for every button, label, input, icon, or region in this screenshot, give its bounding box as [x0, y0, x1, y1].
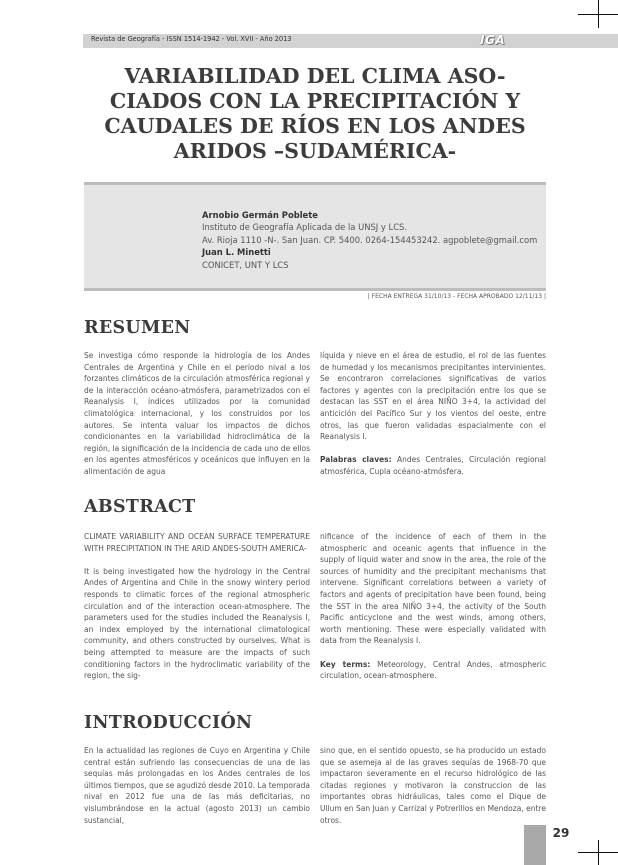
abstract-title-translation: CLIMATE VARIABILITY AND OCEAN SURFACE TEMPERATURE WITH PRECIPITATION IN THE ARID ANDES-SOUTH AMERICA- [84, 532, 310, 553]
author-affiliation: CONICET, UNT Y LCS [202, 259, 289, 270]
resumen-column-left [84, 350, 310, 478]
keywords-label: Key terms: [320, 659, 371, 669]
crop-mark [578, 852, 618, 853]
page-number-tab [524, 825, 546, 865]
resumen-keywords [320, 454, 546, 477]
abstract-paragraph: It is being investigated how the hydrology in the Central Andes of Argentina and Chile in the snowy wintery period responds to climatic forces of the regional atmospheric circulation and of the interaction ocean-atmosphere. The parameters used for the studies included the Reanalysis I, an index employed by the international climatological community, and others constructed by ourselves. What is being attempted to measure are the impacts of such conditioning factors in the hydroclimatic variability of the region, the sig- [84, 566, 310, 681]
running-head: Revista de Geografía - ISSN 1514-1942 - Vol. XVII - Año 2013 [91, 35, 292, 43]
keywords-text: Meteorology, Central Andes, atmospheric circulation, ocean-atmosphere. [320, 659, 546, 681]
introduccion-paragraph: sino que, en el sentido opuesto, se ha producido un estado que se asemeja al de las graves sequías de 1968-70 que impactaron severamente en el recurso hidrológico de las citadas regiones y motivaron la construccion de las importantes obras hidráulicas, tales como el Dique de Ullum en San Juan y Carrizal y Potrerillos en Mendoza, entre otros. [320, 746, 546, 825]
keywords-label: Palabras claves: [320, 455, 392, 465]
resumen-paragraph: líquida y nieve en el área de estudio, el rol de las fuentes de humedad y los mecanismos precipitantes intervinientes. Se encontraron correlaciones significativas de varios factores y agentes con la precipitación entre los que se destacan las SST en el área NIÑO 3+4, la actividad del anticiclón del Pacífico Sur y los vientos del oeste, entre otros, las que fueron validadas espacialmente con el Reanalysis I. [320, 351, 546, 442]
keywords-text: Andes Centrales, Circulación regional atmosférica, Cupla océano-atmósfera. [320, 455, 546, 476]
resumen-paragraph: Se investiga cómo responde la hidrología de los Andes Centrales de Argentina y Chile en el periodo nival a los forzantes climáticos de la circulación atmosférica regional y de la interacción océano-atmósfera, parametrizados con el Reanalysis I, índices utilizados por la comunidad climatológica internacional, y los construidos por los autores. Se intenta valuar los impactos de dichos condicionantes en la variabilidad hidroclimática de la región, la significación de la incidencia de cada uno de ellos en los agentes atmosféricos y oceánicos que influyen en la alimentación de agua [84, 351, 310, 476]
author-affiliation: Instituto de Geografía Aplicada de la UNSJ y LCS. [202, 222, 408, 233]
abstract-column-right [320, 531, 546, 682]
author-address: Av. Rioja 1110 -N-. San Juan. CP. 5400. 0264-154453242. agpoblete@gmail.com [202, 234, 538, 245]
author-name: Arnobio Germán Poblete [202, 210, 318, 220]
introduccion-column-left [84, 745, 310, 826]
abstract-column-left [84, 531, 310, 682]
introduccion-heading: INTRODUCCIÓN [84, 713, 253, 733]
author-name: Juan L. Minetti [202, 247, 271, 258]
abstract-heading: ABSTRACT [84, 497, 196, 517]
article-title [84, 64, 546, 164]
crop-mark [578, 14, 618, 15]
introduccion-paragraph: En la actualidad las regiones de Cuyo en Argentina y Chile central están sufriendo las consecuencias de una de las sequías más prolongadas en los Andes centrales de los últimos tiempos, que se agudizó desde 2010. La temporada nival en 2012 fue una de las más deficitarias, no vislumbrándose en la actual (agosto 2013) un cambio sustancial, [84, 746, 310, 825]
page-number: 29 [552, 826, 570, 840]
introduccion-column-right [320, 745, 546, 826]
author-lines [202, 209, 537, 271]
author-info-box [84, 182, 546, 291]
resumen-column-right [320, 350, 546, 478]
title-line: VARIABILIDAD DEL CLIMA ASO- [124, 64, 506, 88]
iga-logo: IGA [480, 33, 506, 47]
title-line: CAUDALES DE RÍOS EN LOS ANDES [104, 114, 526, 138]
title-line: ARIDOS –SUDAMÉRICA- [173, 139, 457, 163]
abstract-paragraph: nificance of the incidence of each of them in the atmospheric and oceanic agents that influence in the supply of liquid water and snow in the area, the role of the sources of humidity and the precipitant mechanisms that intervene. Significant correlations between a variety of factors and agents of precipitation have been found, being the SST in the area NIÑO 3+4, the activity of the South Pacific anticyclone and the west winds, among others, worth mentioning. These were especially validated with data from the Reanalysis I. [320, 532, 546, 646]
abstract-keywords [320, 659, 546, 682]
submission-dates: | FECHA ENTREGA 31/10/13 - FECHA APROBADO 12/11/13 | [367, 293, 546, 300]
title-line: CIADOS CON LA PRECIPITACIÓN Y [109, 89, 521, 113]
resumen-heading: RESUMEN [84, 318, 191, 338]
